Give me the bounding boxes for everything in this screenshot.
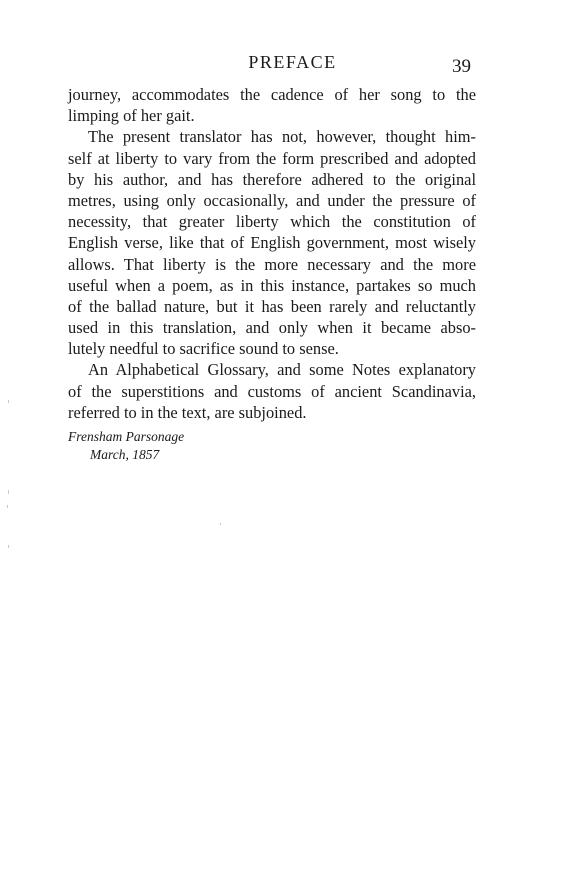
text-line: used in this translation, and only when it became abso- — [68, 318, 476, 338]
text-line: referred to in the text, are subjoined. — [68, 402, 307, 422]
text-line: An Alphabetical Glossary, and some Notes explanatory — [88, 360, 476, 380]
scan-speck — [8, 545, 9, 548]
text-line: necessity, that greater liberty which the constitution of — [68, 212, 476, 232]
text-line: English verse, like that of English government, most wisely — [68, 233, 476, 253]
page-number: 39 — [452, 56, 471, 77]
scan-speck — [8, 490, 9, 494]
text-line: of the superstitions and customs of ancient Scandinavia, — [68, 381, 476, 401]
text-line: limping of her gait. — [68, 106, 195, 126]
text-line: useful when a poem, as in this instance, partakes so much — [68, 275, 476, 295]
text-line: lutely needful to sacrifice sound to sense. — [68, 339, 339, 359]
running-head — [0, 52, 585, 76]
text-line: self at liberty to vary from the form prescribed and adopted — [68, 148, 476, 168]
text-line: metres, using only occasionally, and under the pressure of — [68, 190, 476, 210]
signature-date: March, 1857 — [90, 447, 160, 462]
scan-speck — [7, 505, 8, 508]
scan-speck — [8, 400, 9, 403]
text-line: journey, accommodates the cadence of her song to the — [68, 85, 476, 104]
running-title: PREFACE — [248, 52, 337, 72]
body-text — [68, 84, 476, 423]
signature-place: Frensham Parsonage — [68, 429, 185, 444]
text-line: by his author, and has therefore adhered to the original — [68, 169, 476, 189]
scan-speck — [220, 523, 221, 525]
text-line: The present translator has not, however, thought him- — [88, 127, 476, 147]
text-line: allows. That liberty is the more necessary and the more — [68, 254, 476, 274]
signature-block — [68, 428, 184, 464]
text-line: of the ballad nature, but it has been rarely and reluctantly — [68, 296, 476, 316]
